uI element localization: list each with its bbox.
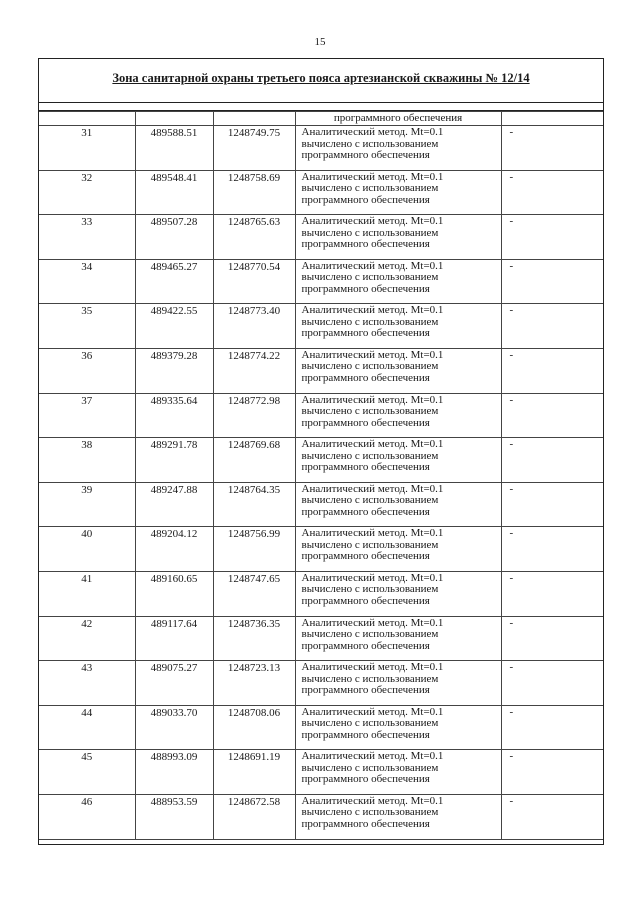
page-number: 15 — [314, 36, 326, 48]
table-row — [39, 438, 603, 483]
method-line: программного обеспечения — [301, 550, 430, 563]
note-dash: - — [501, 482, 603, 527]
note-dash: - — [501, 170, 603, 215]
method-line: вычислено с использованием — [301, 449, 439, 462]
method-line: программного обеспечения — [301, 238, 430, 251]
table-row — [39, 348, 603, 393]
method-description — [295, 348, 501, 393]
table-row — [39, 482, 603, 527]
point-number: 36 — [39, 348, 135, 393]
table-row — [39, 304, 603, 349]
method-description — [295, 661, 501, 706]
table-row — [39, 794, 603, 839]
coordinates-table-body — [39, 112, 603, 840]
method-description — [295, 393, 501, 438]
method-line: Аналитический метод. Mt=0.1 — [301, 438, 444, 451]
method-description — [295, 750, 501, 795]
point-number: 38 — [39, 438, 135, 483]
method-line: программного обеспечения — [301, 594, 430, 607]
point-number: 35 — [39, 304, 135, 349]
table-row — [39, 126, 603, 171]
point-number: 46 — [39, 794, 135, 839]
method-line: вычислено с использованием — [301, 672, 439, 685]
method-line: Аналитический метод. Mt=0.1 — [301, 348, 444, 361]
method-description — [295, 438, 501, 483]
method-description — [295, 527, 501, 572]
coordinate-y: 1248769.68 — [213, 438, 295, 483]
coordinate-x: 488993.09 — [135, 750, 213, 795]
method-line: вычислено с использованием — [301, 226, 439, 239]
method-line: программного обеспечения — [301, 773, 430, 786]
coordinate-x: 489465.27 — [135, 259, 213, 304]
continuation-cell-n — [39, 112, 135, 126]
method-line: программного обеспечения — [301, 639, 430, 652]
method-line: программного обеспечения — [301, 684, 430, 697]
coordinates-table-frame — [38, 58, 604, 845]
method-line: вычислено с использованием — [301, 583, 439, 596]
coordinate-y: 1248774.22 — [213, 348, 295, 393]
note-dash: - — [501, 705, 603, 750]
method-line: вычислено с использованием — [301, 628, 439, 641]
note-dash: - — [501, 527, 603, 572]
continuation-cell-note — [501, 112, 603, 126]
coordinate-y: 1248723.13 — [213, 661, 295, 706]
method-line: программного обеспечения — [301, 282, 430, 295]
coordinate-y: 1248747.65 — [213, 571, 295, 616]
point-number: 37 — [39, 393, 135, 438]
method-line: программного обеспечения — [301, 149, 430, 161]
coordinate-x: 489379.28 — [135, 348, 213, 393]
point-number: 42 — [39, 616, 135, 661]
method-line: вычислено с использованием — [301, 271, 439, 284]
method-description — [295, 616, 501, 661]
method-line: вычислено с использованием — [301, 182, 439, 195]
coordinate-y: 1248770.54 — [213, 259, 295, 304]
coordinate-y: 1248708.06 — [213, 705, 295, 750]
note-dash: - — [501, 348, 603, 393]
coordinate-y: 1248772.98 — [213, 393, 295, 438]
method-line: Аналитический метод. Mt=0.1 — [301, 794, 444, 807]
point-number: 44 — [39, 705, 135, 750]
method-line: Аналитический метод. Mt=0.1 — [301, 750, 444, 763]
coordinate-y: 1248756.99 — [213, 527, 295, 572]
coordinate-x: 489247.88 — [135, 482, 213, 527]
coordinate-y: 1248758.69 — [213, 170, 295, 215]
point-number: 34 — [39, 259, 135, 304]
table-row — [39, 750, 603, 795]
coordinate-y: 1248691.19 — [213, 750, 295, 795]
continuation-cell-x — [135, 112, 213, 126]
coordinate-x: 489204.12 — [135, 527, 213, 572]
coordinate-y: 1248672.58 — [213, 794, 295, 839]
method-line: вычислено с использованием — [301, 761, 439, 774]
continuation-method-text: программного обеспечения — [295, 112, 501, 126]
method-description — [295, 259, 501, 304]
method-line: программного обеспечения — [301, 461, 430, 474]
method-description — [295, 126, 501, 171]
note-dash: - — [501, 304, 603, 349]
point-number: 45 — [39, 750, 135, 795]
method-line: вычислено с использованием — [301, 137, 439, 150]
method-line: вычислено с использованием — [301, 405, 439, 418]
method-line: программного обеспечения — [301, 728, 430, 741]
note-dash: - — [501, 616, 603, 661]
method-line: Аналитический метод. Mt=0.1 — [301, 705, 444, 718]
point-number: 41 — [39, 571, 135, 616]
coordinate-y: 1248764.35 — [213, 482, 295, 527]
table-row — [39, 661, 603, 706]
note-dash: - — [501, 661, 603, 706]
coordinate-x: 489117.64 — [135, 616, 213, 661]
method-line: вычислено с использованием — [301, 315, 439, 328]
coordinate-x: 488953.59 — [135, 794, 213, 839]
method-line: Аналитический метод. Mt=0.1 — [301, 616, 444, 629]
table-row — [39, 393, 603, 438]
method-line: вычислено с использованием — [301, 717, 439, 730]
note-dash: - — [501, 215, 603, 260]
coordinate-y: 1248765.63 — [213, 215, 295, 260]
point-number: 43 — [39, 661, 135, 706]
method-line: Аналитический метод. Mt=0.1 — [301, 215, 444, 228]
coordinate-x: 489548.41 — [135, 170, 213, 215]
coordinate-x: 489291.78 — [135, 438, 213, 483]
method-description — [295, 215, 501, 260]
method-description — [295, 705, 501, 750]
method-line: Аналитический метод. Mt=0.1 — [301, 571, 444, 584]
method-line: Аналитический метод. Mt=0.1 — [301, 126, 444, 138]
method-description — [295, 482, 501, 527]
point-number: 31 — [39, 126, 135, 171]
method-description — [295, 794, 501, 839]
method-line: программного обеспечения — [301, 193, 430, 206]
method-line: программного обеспечения — [301, 505, 430, 518]
table-row — [39, 259, 603, 304]
coordinate-x: 489033.70 — [135, 705, 213, 750]
note-dash: - — [501, 259, 603, 304]
method-line: вычислено с использованием — [301, 494, 439, 507]
table-row — [39, 215, 603, 260]
note-dash: - — [501, 126, 603, 171]
coordinate-y: 1248736.35 — [213, 616, 295, 661]
note-dash: - — [501, 571, 603, 616]
point-number: 40 — [39, 527, 135, 572]
coordinate-x: 489335.64 — [135, 393, 213, 438]
table-row — [39, 170, 603, 215]
coordinate-x: 489588.51 — [135, 126, 213, 171]
method-line: вычислено с использованием — [301, 806, 439, 819]
method-line: вычислено с использованием — [301, 360, 439, 373]
table-title-row — [39, 59, 603, 103]
method-description — [295, 571, 501, 616]
method-line: Аналитический метод. Mt=0.1 — [301, 170, 444, 183]
table-title: Зона санитарной охраны третьего пояса артезианской скважины № 12/14 — [112, 71, 530, 85]
coordinate-x: 489507.28 — [135, 215, 213, 260]
table-row — [39, 571, 603, 616]
method-line: Аналитический метод. Mt=0.1 — [301, 259, 444, 272]
note-dash: - — [501, 393, 603, 438]
method-line: Аналитический метод. Mt=0.1 — [301, 393, 444, 406]
method-line: программного обеспечения — [301, 327, 430, 340]
coordinate-x: 489075.27 — [135, 661, 213, 706]
method-line: Аналитический метод. Mt=0.1 — [301, 527, 444, 540]
coordinates-table — [39, 111, 603, 840]
coordinate-x: 489160.65 — [135, 571, 213, 616]
method-line: программного обеспечения — [301, 416, 430, 429]
method-line: вычислено с использованием — [301, 538, 439, 551]
note-dash: - — [501, 438, 603, 483]
coordinate-y: 1248749.75 — [213, 126, 295, 171]
point-number: 39 — [39, 482, 135, 527]
table-row — [39, 616, 603, 661]
point-number: 33 — [39, 215, 135, 260]
method-line: программного обеспечения — [301, 817, 430, 830]
method-description — [295, 170, 501, 215]
coordinate-y: 1248773.40 — [213, 304, 295, 349]
method-line: программного обеспечения — [301, 371, 430, 384]
note-dash: - — [501, 750, 603, 795]
table-row — [39, 527, 603, 572]
continuation-cell-y — [213, 112, 295, 126]
note-dash: - — [501, 794, 603, 839]
method-line: Аналитический метод. Mt=0.1 — [301, 304, 444, 317]
point-number: 32 — [39, 170, 135, 215]
coordinate-x: 489422.55 — [135, 304, 213, 349]
method-line: Аналитический метод. Mt=0.1 — [301, 661, 444, 674]
continuation-row — [39, 112, 603, 126]
table-row — [39, 705, 603, 750]
table-spacer-row — [39, 103, 603, 111]
method-description — [295, 304, 501, 349]
method-line: Аналитический метод. Mt=0.1 — [301, 482, 444, 495]
